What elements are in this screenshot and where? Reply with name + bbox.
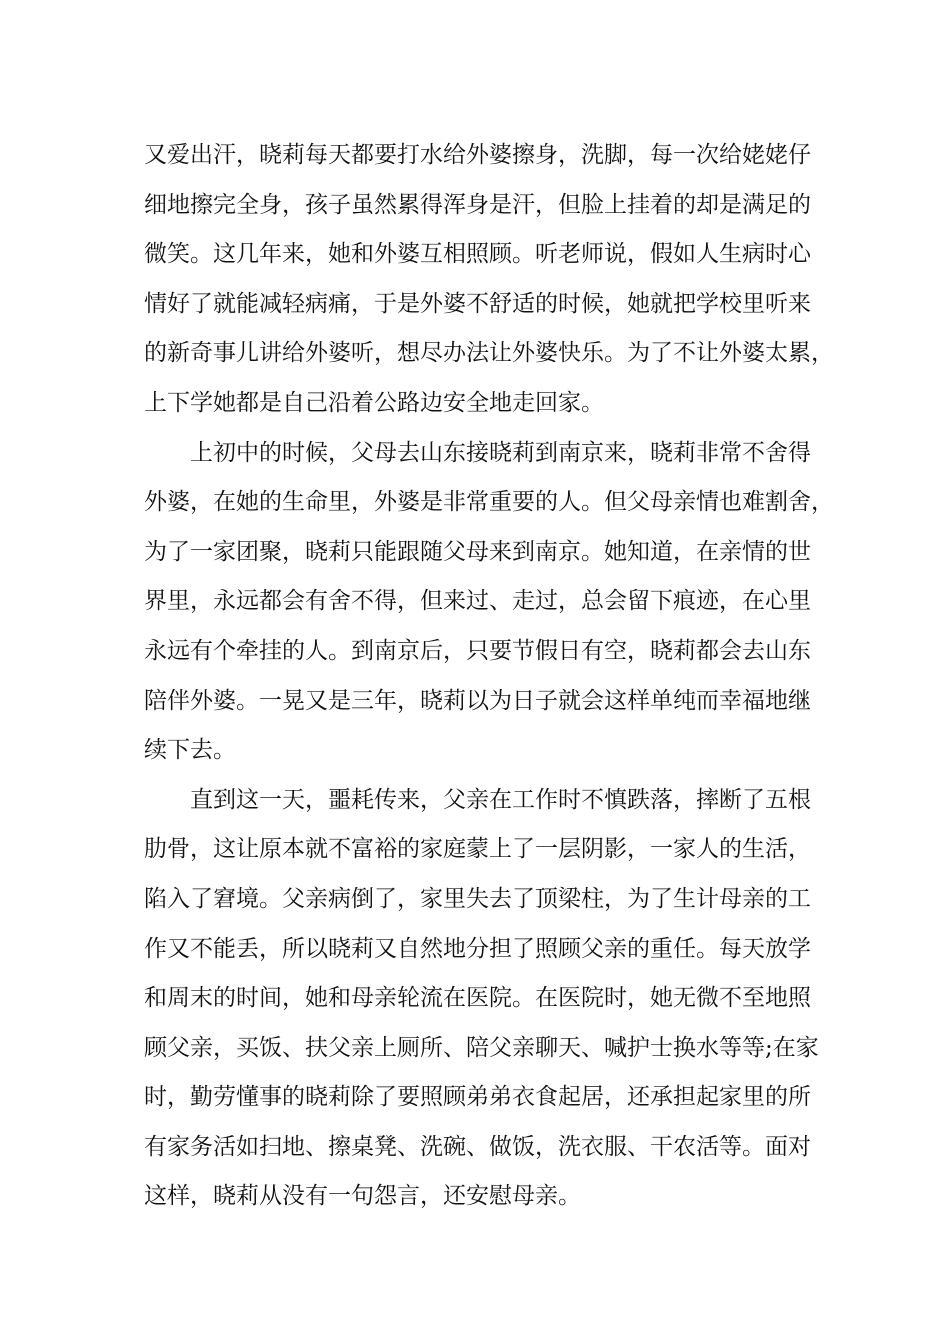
text-line: 顾父亲，买饭、扶父亲上厕所、陪父亲聊天、喊护士换水等等;在家 bbox=[144, 1034, 819, 1061]
text-line: 微笑。这几年来，她和外婆互相照顾。听老师说，假如人生病时心 bbox=[144, 241, 811, 268]
text-line: 界里，永远都会有舍不得，但来过、走过，总会留下痕迹，在心里 bbox=[144, 588, 811, 615]
text-line: 又爱出汗，晓莉每天都要打水给外婆擦身，洗脚，每一次给姥姥仔 bbox=[144, 142, 811, 168]
text-line: 这样，晓莉从没有一句怨言，还安慰母亲。 bbox=[144, 1183, 581, 1210]
text-line: 外婆，在她的生命里，外婆是非常重要的人。但父母亲情也难割舍， bbox=[144, 489, 834, 516]
text-line: 永远有个牵挂的人。到南京后，只要节假日有空，晓莉都会去山东 bbox=[144, 637, 811, 664]
text-line: 为了一家团聚，晓莉只能跟随父母来到南京。她知道，在亲情的世 bbox=[144, 538, 811, 565]
paragraph-3 bbox=[144, 776, 819, 1222]
text-line: 细地擦完全身，孩子虽然累得浑身是汗，但脸上挂着的却是满足的 bbox=[144, 191, 811, 218]
text-line: 的新奇事儿讲给外婆听，想尽办法让外婆快乐。为了不让外婆太累， bbox=[144, 340, 834, 367]
paragraph-2 bbox=[144, 429, 834, 776]
text-line: 有家务活如扫地、擦桌凳、洗碗、做饭，洗衣服、干农活等。面对 bbox=[144, 1133, 811, 1160]
text-line: 作又不能丢，所以晓莉又自然地分担了照顾父亲的重任。每天放学 bbox=[144, 935, 811, 962]
text-line: 陷入了窘境。父亲病倒了，家里失去了顶梁柱，为了生计母亲的工 bbox=[144, 885, 811, 912]
document-body bbox=[144, 131, 834, 1222]
text-line: 情好了就能减轻病痛，于是外婆不舒适的时候，她就把学校里听来 bbox=[144, 290, 811, 317]
text-line: 时，勤劳懂事的晓莉除了要照顾弟弟衣食起居，还承担起家里的所 bbox=[144, 1084, 811, 1111]
text-line: 上初中的时候，父母去山东接晓莉到南京来，晓莉非常不舍得 bbox=[190, 439, 811, 466]
text-line: 和周末的时间，她和母亲轮流在医院。在医院时，她无微不至地照 bbox=[144, 985, 811, 1012]
text-line: 直到这一天，噩耗传来，父亲在工作时不慎跌落，摔断了五根 bbox=[190, 786, 811, 813]
text-line: 肋骨，这让原本就不富裕的家庭蒙上了一层阴影，一家人的生活， bbox=[144, 836, 811, 863]
text-line: 上下学她都是自己沿着公路边安全地走回家。 bbox=[144, 389, 604, 416]
text-line: 续下去。 bbox=[144, 737, 236, 764]
paragraph-1 bbox=[144, 131, 834, 429]
text-line: 陪伴外婆。一晃又是三年，晓莉以为日子就会这样单纯而幸福地继 bbox=[144, 687, 811, 714]
